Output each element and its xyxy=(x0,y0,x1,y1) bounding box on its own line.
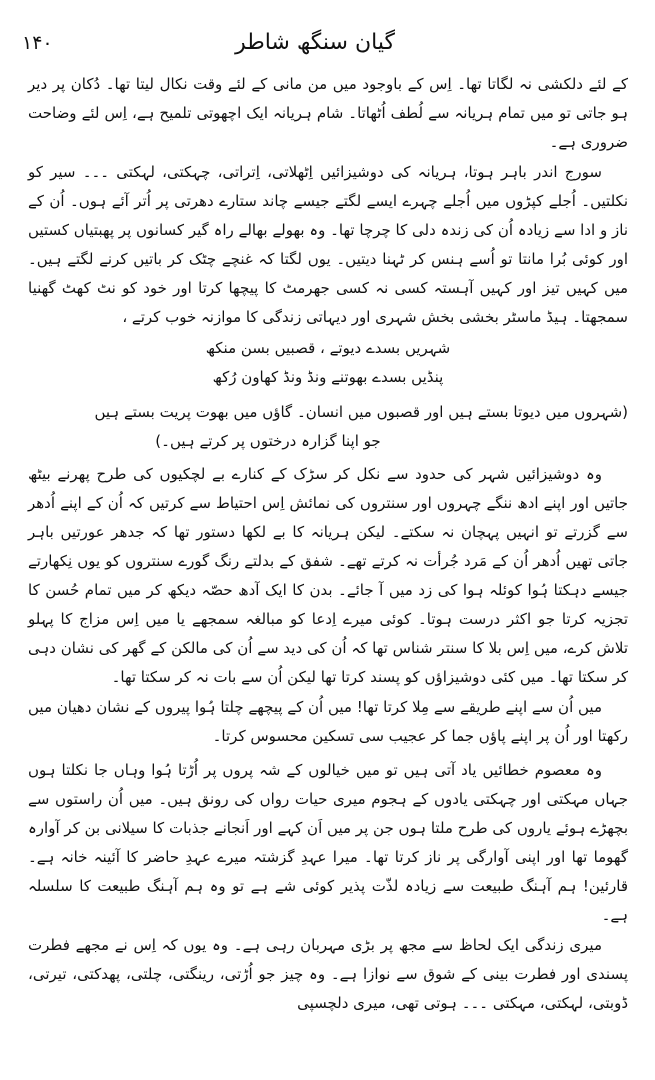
body-text xyxy=(28,70,628,1070)
page-number: ۱۴۰ xyxy=(22,32,53,54)
paragraph: میری زندگی ایک لحاظ سے مجھ پر بڑی مہربان رہی ہے۔ وہ یوں کہ اِس نے مجھے فطرت پسندی اور فطرت بینی کے شوق سے نوازا ہے۔ وہ چیز جو اُڑتی، رینگتی، چلتی، پھدکتی، تیرتی، ڈوبتی، لہکتی، مہکتی ۔۔۔ ہوتی تھی، میری دلچسپی xyxy=(28,936,628,1012)
paragraph: کے لئے دلکشی نہ لگاتا تھا۔ اِس کے باوجود میں من مانی کے لئے وقت نکال لیتا تھا۔ دُکان پر دیر ہو جاتی تو میں تمام ہریانہ سے لُطف اُٹھاتا۔ شام ہریانہ ایک اچھوتی تلمیح ہے، اِس لئے وضاحت ضروری ہے۔ xyxy=(28,75,628,151)
running-title: گیان سنگھ شاطر xyxy=(235,30,395,55)
verse-translation: (شہروں میں دیوتا بستے ہیں اور قصبوں میں انسان۔ گاؤں میں بھوت پریت بستے ہیں xyxy=(94,403,628,421)
verse-translation: جو اپنا گزارہ درختوں پر کرتے ہیں۔) xyxy=(155,432,381,450)
paragraph: وہ دوشیزائیں شہر کی حدود سے نکل کر سڑک کے کنارے بے لچکیوں کی طرح پھرنے بیٹھ جاتیں اور اپنے ادھ ننگے چہروں اور سنتروں کی نمائش اِس احتیاط سے کرتیں کہ اُن کے اپنے اُدھر سے گزرتے تو انہیں پہچان نہ سکتے۔ لیکن ہریانہ کا بے لکھا دستور تھا کہ جدھر عورتیں باہر جاتی تھیں اُدھر اُن کے مَرد جُرأت نہ کرتے تھے۔ شفق کے بدلتے رنگ گورے سنتروں کو یوں نِکھارتے جیسے دہکتا ہُوا کوئلہ ہوا کی زد میں آ جائے۔ بدن کا ایک آدھ حصّہ دیکھ کر میں تمام حُسن کا تجزیہ کرتا جو اکثر درست ہوتا۔ کوئی میرے اِدعا کو مبالغہ سمجھے یا میں اِس مزاج کا پہلو تلاش کرے، میں اِس بلا کا سنتر شناس تھا کہ اُن کی دید سے اُن کی مالکن کے گھر کی نشان دہی کر سکتا تھا۔ میں کئی دوشیزاؤں کو پسند کرتا تھا لیکن اُن سے بات نہ کر سکتا تھا۔ xyxy=(28,465,628,686)
verse-line: پنڈیں بسدے بھوتنے ونڈ ونڈ کھاون رُکھ xyxy=(212,368,444,386)
page-header xyxy=(0,30,655,64)
verse-line: شہریں بسدے دیوتے ، قصبیں بسن منکھ xyxy=(205,339,451,357)
paragraph: میں اُن سے اپنے طریقے سے مِلا کرتا تھا! میں اُن کے پیچھے چلتا ہُوا پیروں کے نشان دھیان میں رکھتا اور اُن پر اپنے پاؤں جما کر عجیب سی تسکین محسوس کرتا۔ xyxy=(28,698,628,745)
paragraph: سورج اندر باہر ہوتا، ہریانہ کی دوشیزائیں اِٹھلاتی، اِتراتی، چہکتی، لہکتی ۔۔۔ سیر کو نکلتیں۔ اُجلے کپڑوں میں اُجلے چہرے ایسے لگتے جیسے چاند ستارے دھرتی پر اُتر آئے ہوں۔ اُن کے ناز و ادا سے زیادہ اُن کی زندہ دلی کا چرچا تھا۔ وہ بھولے بھالے راہ گیر کسانوں پر پھبتیاں کستیں اور کوئی بُرا مانتا تو اُسے ہنس کر ٹہنا دیتیں۔ یوں لگتا کہ غنچے چٹک کر باتیں کرنے لگتے ہیں۔ میں کہیں تیز اور کہیں آہستہ کسی نہ کسی جھرمٹ کا پیچھا کرتا اور خود کو نٹ کھٹ گھنیا سمجھتا۔ ہیڈ ماسٹر بخشی بخش شہری اور دیہاتی زندگی کا موازنہ خوب کرتے ، xyxy=(28,163,628,326)
paragraph: وہ معصوم خطائیں یاد آتی ہیں تو میں خیالوں کے شہ پروں پر اُڑتا ہُوا وہاں جا نکلتا ہوں جہاں مہکتی اور چہکتی یادوں کے ہجوم میری حیات رواں کی رونق ہیں۔ میں اُن راستوں سے بچھڑے ہوئے یاروں کی طرح ملتا ہوں جن پر میں اَن کہے اور اَنجانے جذبات کا سیلانی بن کر آوارہ گھوما تھا اور اپنی آوارگی پر ناز کرتا تھا۔ میرا عہدِ گزشتہ میرے عہدِ حاضر کا آئینہ خانہ ہے۔ قارئین! ہم آہنگ طبیعت سے زیادہ لذّت پذیر کوئی شے ہے تو وہ ہم آہنگ طبیعت کا سلسلہ ہے۔ xyxy=(28,761,628,924)
